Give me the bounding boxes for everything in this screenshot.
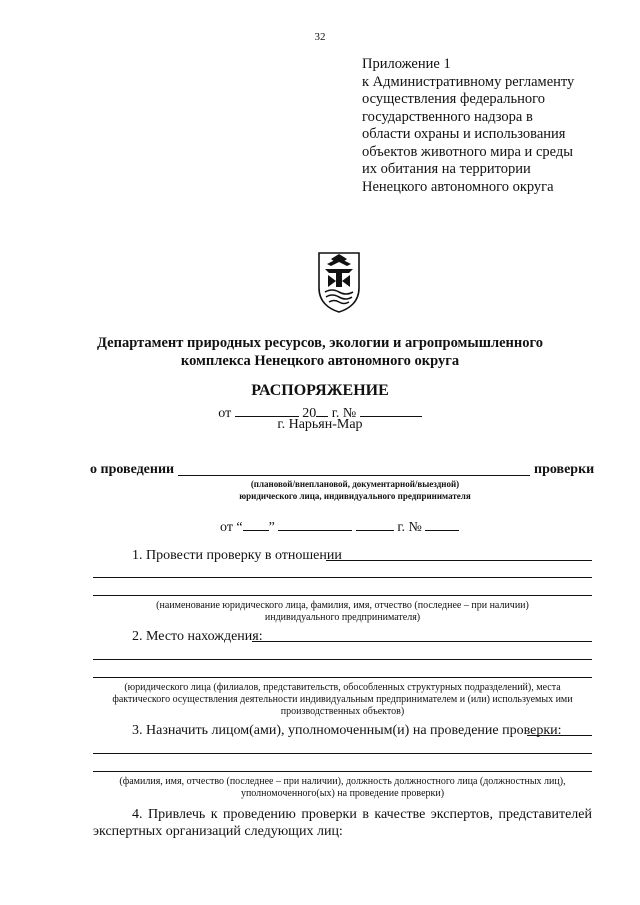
date-number-label: г. № — [331, 406, 357, 421]
item4-text: экспертных организаций следующих лиц: — [93, 824, 343, 839]
order-title: РАСПОРЯЖЕНИЕ — [251, 382, 389, 399]
item2-field[interactable] — [252, 641, 592, 642]
item1-field[interactable] — [326, 560, 592, 561]
item2-field-line2[interactable] — [93, 659, 592, 660]
appendix-line: объектов животного мира и среды — [362, 143, 573, 160]
subject-number-field[interactable] — [425, 517, 459, 531]
subject-month-field[interactable] — [278, 517, 352, 531]
item4-text: 4. Привлечь к проведению проверки в качестве экспертов, представителей — [132, 807, 592, 822]
order-number-field[interactable] — [360, 403, 422, 417]
item3-hint: (фамилия, имя, отчество (последнее – при наличии), должность должностного лица (должностных лиц), — [119, 776, 566, 787]
item1-field-line2[interactable] — [93, 577, 592, 578]
item3-label: 3. Назначить лицом(ами), уполномоченным(и) на проведение проверки: — [132, 723, 562, 738]
date-day-month-field[interactable] — [235, 403, 299, 417]
subject-year-field[interactable] — [356, 517, 394, 531]
item2-hint: производственных объектов) — [280, 706, 405, 717]
appendix-line: их обитания на территории — [362, 161, 531, 177]
subject-date-from: от “ — [220, 520, 243, 535]
appendix-line: государственного надзора в — [362, 108, 533, 125]
item2-hint: (юридического лица (филиалов, представительств, обособленных структурных подразделений), места — [124, 682, 561, 693]
page-number: 32 — [314, 31, 326, 43]
inspection-type-field[interactable] — [178, 475, 530, 476]
department-line: комплекса Ненецкого автономного округа — [180, 353, 460, 369]
subject-quote-close: ” — [268, 520, 275, 535]
item1-hint: (наименование юридического лица, фамилия, имя, отчество (последнее – при наличии) — [156, 600, 529, 611]
subject-suffix: проверки — [534, 462, 595, 477]
item2-hint: фактического осуществления деятельности индивидуальным предпринимателем и (или) используемых ими — [112, 694, 573, 705]
coat-of-arms-icon — [316, 250, 362, 319]
department-line: Департамент природных ресурсов, экологии и агропромышленного — [97, 335, 543, 351]
item2-field-line3[interactable] — [93, 677, 592, 678]
item2-label: 2. Место нахождения: — [132, 629, 263, 644]
appendix-note — [362, 56, 622, 196]
appendix-line: области охраны и использования — [362, 126, 566, 142]
appendix-line: осуществления федерального — [362, 91, 545, 107]
inspection-subject-hint: юридического лица, индивидуального предпринимателя — [239, 491, 471, 501]
city: г. Нарьян-Мар — [277, 417, 363, 432]
department-name — [0, 334, 640, 370]
item1-hint: индивидуального предпринимателя) — [264, 612, 421, 623]
item3-field-line3[interactable] — [93, 771, 592, 772]
item3-field[interactable] — [527, 735, 592, 736]
appendix-line: Ненецкого автономного округа — [362, 178, 554, 195]
item1-field-line3[interactable] — [93, 595, 592, 596]
subject-date-line — [220, 517, 459, 536]
inspection-type-hint: (плановой/внеплановой, документарной/выездной) — [250, 479, 460, 489]
subject-day-field[interactable] — [243, 517, 269, 531]
subject-prefix: о проведении — [90, 462, 175, 477]
date-from-label: от — [218, 406, 232, 421]
date-year-label: 20 — [302, 406, 317, 421]
item3-hint: уполномоченного(ых) на проведение проверки) — [240, 788, 445, 799]
subject-number-label: г. № — [397, 520, 422, 535]
appendix-line: Приложение 1 — [362, 56, 451, 72]
item1-label: 1. Провести проверку в отношении — [132, 548, 342, 563]
item3-field-line2[interactable] — [93, 753, 592, 754]
appendix-line: к Административному регламенту — [362, 73, 575, 90]
date-year-field[interactable] — [316, 403, 328, 417]
